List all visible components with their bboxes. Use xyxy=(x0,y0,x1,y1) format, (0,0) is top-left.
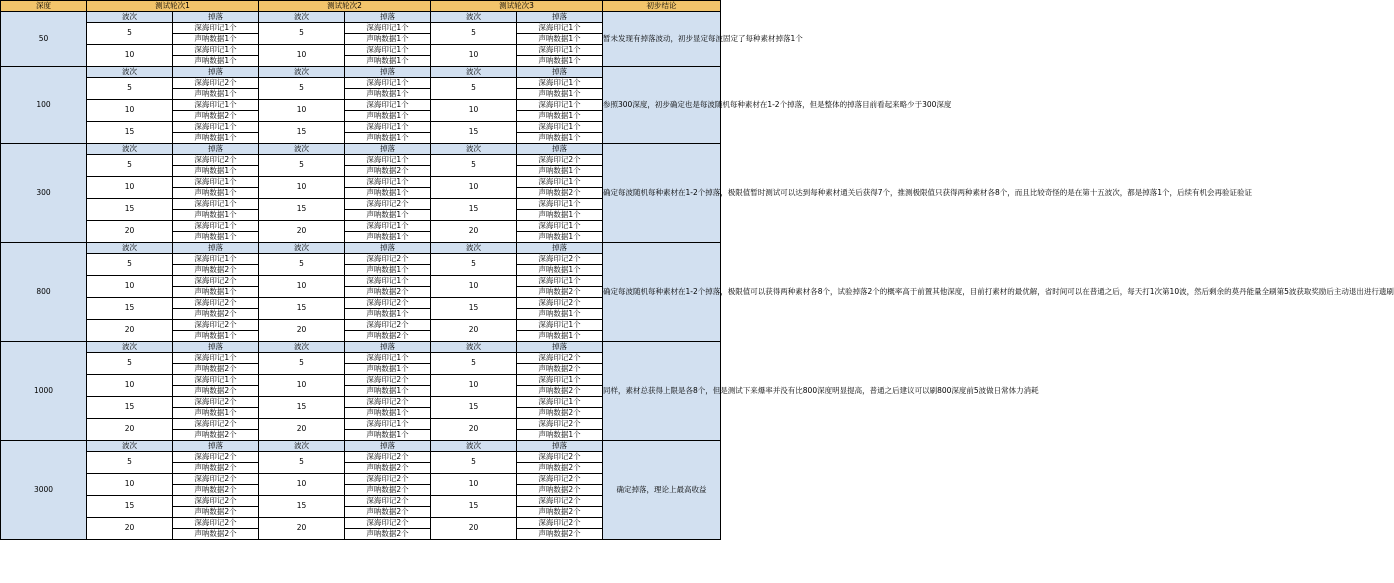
wave-cell[interactable]: 15 xyxy=(431,122,517,144)
drop-cell[interactable]: 声呐数据1个 xyxy=(173,408,259,419)
wave-cell[interactable]: 20 xyxy=(259,419,345,441)
drop-cell[interactable]: 深海印记2个 xyxy=(517,298,603,309)
wave-cell[interactable]: 15 xyxy=(259,397,345,419)
conclusion-cell[interactable]: 参照300深度，初步确定也是每波随机每种素材在1-2个掉落，但是整体的掉落目前看起来略少于300深度 xyxy=(603,67,721,144)
wave-cell[interactable]: 20 xyxy=(431,518,517,540)
drop-cell[interactable]: 深海印记1个 xyxy=(517,100,603,111)
sub-header-drop[interactable]: 掉落 xyxy=(345,67,431,78)
wave-cell[interactable]: 5 xyxy=(87,155,173,177)
drop-cell[interactable]: 深海印记2个 xyxy=(173,474,259,485)
wave-cell[interactable]: 10 xyxy=(87,177,173,199)
sub-header-drop[interactable]: 掉落 xyxy=(517,67,603,78)
drop-cell[interactable]: 声呐数据1个 xyxy=(517,232,603,243)
wave-cell[interactable]: 5 xyxy=(259,78,345,100)
sub-header-drop[interactable]: 掉落 xyxy=(517,12,603,23)
sub-header-drop[interactable]: 掉落 xyxy=(173,144,259,155)
wave-cell[interactable]: 5 xyxy=(431,155,517,177)
wave-cell[interactable]: 10 xyxy=(87,100,173,122)
drop-cell[interactable]: 深海印记2个 xyxy=(517,496,603,507)
drop-cell[interactable]: 声呐数据2个 xyxy=(517,287,603,298)
wave-cell[interactable]: 5 xyxy=(259,452,345,474)
sub-header-wave[interactable]: 波次 xyxy=(259,67,345,78)
drop-cell[interactable]: 深海印记2个 xyxy=(517,474,603,485)
sub-header-drop[interactable]: 掉落 xyxy=(173,243,259,254)
drop-cell[interactable]: 深海印记2个 xyxy=(173,276,259,287)
wave-cell[interactable]: 15 xyxy=(87,199,173,221)
conclusion-cell[interactable]: 确定每波随机每种素材在1-2个掉落，极限值暂时测试可以达到每种素材通关后获得7个，推测极限值只获得两种素材各8个，而且比较奇怪的是在第十五波次，都是掉落1个，后续有机会再验证验证 xyxy=(603,144,721,243)
depth-cell[interactable]: 800 xyxy=(1,243,87,342)
drop-cell[interactable]: 声呐数据2个 xyxy=(345,287,431,298)
sub-header-drop[interactable]: 掉落 xyxy=(173,342,259,353)
drop-cell[interactable]: 声呐数据1个 xyxy=(517,34,603,45)
drop-cell[interactable]: 声呐数据1个 xyxy=(173,210,259,221)
sub-header-row xyxy=(1,441,721,452)
drop-cell[interactable]: 深海印记1个 xyxy=(345,45,431,56)
drop-cell[interactable]: 声呐数据2个 xyxy=(173,309,259,320)
drop-cell[interactable]: 深海印记1个 xyxy=(345,78,431,89)
drop-cell[interactable]: 深海印记2个 xyxy=(345,518,431,529)
drop-cell[interactable]: 声呐数据1个 xyxy=(345,133,431,144)
wave-cell[interactable]: 15 xyxy=(87,496,173,518)
drop-cell[interactable]: 声呐数据2个 xyxy=(517,386,603,397)
wave-cell[interactable]: 15 xyxy=(431,199,517,221)
sub-header-drop[interactable]: 掉落 xyxy=(173,12,259,23)
drop-cell[interactable]: 声呐数据2个 xyxy=(173,529,259,540)
wave-cell[interactable]: 10 xyxy=(259,177,345,199)
wave-cell[interactable]: 5 xyxy=(259,353,345,375)
drop-cell[interactable]: 声呐数据1个 xyxy=(173,133,259,144)
drop-cell[interactable]: 深海印记1个 xyxy=(173,353,259,364)
wave-cell[interactable]: 20 xyxy=(259,320,345,342)
drop-cell[interactable]: 深海印记1个 xyxy=(345,276,431,287)
drop-cell[interactable]: 声呐数据1个 xyxy=(173,34,259,45)
drop-cell[interactable]: 声呐数据1个 xyxy=(345,386,431,397)
wave-cell[interactable]: 20 xyxy=(431,221,517,243)
sub-header-drop[interactable]: 掉落 xyxy=(517,342,603,353)
wave-cell[interactable]: 15 xyxy=(259,298,345,320)
drop-cell[interactable]: 深海印记2个 xyxy=(517,155,603,166)
drop-cell[interactable]: 声呐数据2个 xyxy=(517,364,603,375)
drop-cell[interactable]: 声呐数据1个 xyxy=(517,111,603,122)
header-test-round-1[interactable]: 测试轮次1 xyxy=(87,1,259,12)
drop-cell[interactable]: 声呐数据1个 xyxy=(173,232,259,243)
wave-cell[interactable]: 10 xyxy=(259,474,345,496)
drop-cell[interactable]: 声呐数据1个 xyxy=(173,188,259,199)
drop-cell[interactable]: 深海印记2个 xyxy=(345,452,431,463)
drop-cell[interactable]: 深海印记1个 xyxy=(345,221,431,232)
drop-cell[interactable]: 声呐数据2个 xyxy=(173,485,259,496)
depth-cell[interactable]: 50 xyxy=(1,12,87,67)
drop-cell[interactable]: 声呐数据1个 xyxy=(517,89,603,100)
wave-cell[interactable]: 20 xyxy=(87,518,173,540)
drop-cell[interactable]: 声呐数据1个 xyxy=(345,188,431,199)
drop-cell[interactable]: 声呐数据1个 xyxy=(517,430,603,441)
drop-cell[interactable]: 深海印记2个 xyxy=(173,155,259,166)
drop-cell[interactable]: 声呐数据2个 xyxy=(345,166,431,177)
sub-header-drop[interactable]: 掉落 xyxy=(173,67,259,78)
drop-cell[interactable]: 深海印记1个 xyxy=(173,375,259,386)
wave-cell[interactable]: 5 xyxy=(259,254,345,276)
drop-cell[interactable]: 声呐数据2个 xyxy=(173,430,259,441)
drop-cell[interactable]: 深海印记2个 xyxy=(517,518,603,529)
wave-cell[interactable]: 10 xyxy=(431,474,517,496)
sub-header-wave[interactable]: 波次 xyxy=(431,441,517,452)
drop-cell[interactable]: 声呐数据1个 xyxy=(345,265,431,276)
drop-cell[interactable]: 深海印记1个 xyxy=(173,100,259,111)
sub-header-wave[interactable]: 波次 xyxy=(431,67,517,78)
sub-header-wave[interactable]: 波次 xyxy=(259,243,345,254)
drop-cell[interactable]: 声呐数据1个 xyxy=(517,133,603,144)
drop-cell[interactable]: 声呐数据2个 xyxy=(517,485,603,496)
drop-cell[interactable]: 深海印记2个 xyxy=(345,298,431,309)
drop-cell[interactable]: 深海印记2个 xyxy=(173,298,259,309)
drop-cell[interactable]: 深海印记1个 xyxy=(173,254,259,265)
drop-cell[interactable]: 深海印记1个 xyxy=(345,177,431,188)
drop-cell[interactable]: 声呐数据1个 xyxy=(345,232,431,243)
conclusion-cell[interactable]: 同样，素材总获得上限是各8个，但是测试下来爆率并没有比800深度明显提高，普通之后建议可以刷800深度前5波做日常体力消耗 xyxy=(603,342,721,441)
drop-cell[interactable]: 声呐数据2个 xyxy=(517,188,603,199)
drop-cell[interactable]: 深海印记1个 xyxy=(345,122,431,133)
wave-cell[interactable]: 15 xyxy=(431,298,517,320)
sub-header-drop[interactable]: 掉落 xyxy=(345,144,431,155)
drop-cell[interactable]: 声呐数据1个 xyxy=(345,309,431,320)
depth-cell[interactable]: 1000 xyxy=(1,342,87,441)
header-test-round-2[interactable]: 测试轮次2 xyxy=(259,1,431,12)
drop-cell[interactable]: 声呐数据1个 xyxy=(517,166,603,177)
drop-cell[interactable]: 声呐数据2个 xyxy=(345,485,431,496)
sub-header-drop[interactable]: 掉落 xyxy=(345,12,431,23)
drop-cell[interactable]: 声呐数据1个 xyxy=(345,89,431,100)
drop-cell[interactable]: 声呐数据1个 xyxy=(345,34,431,45)
sub-header-wave[interactable]: 波次 xyxy=(259,12,345,23)
drop-cell[interactable]: 深海印记1个 xyxy=(517,320,603,331)
drop-cell[interactable]: 声呐数据1个 xyxy=(345,430,431,441)
wave-cell[interactable]: 10 xyxy=(259,45,345,67)
wave-cell[interactable]: 20 xyxy=(431,419,517,441)
drop-cell[interactable]: 深海印记2个 xyxy=(517,254,603,265)
wave-cell[interactable]: 5 xyxy=(431,78,517,100)
drop-cell[interactable]: 深海印记2个 xyxy=(517,452,603,463)
drop-cell[interactable]: 深海印记1个 xyxy=(517,122,603,133)
conclusion-cell[interactable]: 确定掉落，理论上最高收益 xyxy=(603,441,721,540)
sub-header-row xyxy=(1,67,721,78)
sub-header-row xyxy=(1,342,721,353)
drop-cell[interactable]: 声呐数据1个 xyxy=(517,331,603,342)
wave-cell[interactable]: 10 xyxy=(87,474,173,496)
sub-header-wave[interactable]: 波次 xyxy=(431,342,517,353)
drop-cell[interactable]: 深海印记1个 xyxy=(517,199,603,210)
drop-cell[interactable]: 深海印记2个 xyxy=(173,452,259,463)
wave-cell[interactable]: 15 xyxy=(259,496,345,518)
wave-cell[interactable]: 15 xyxy=(87,298,173,320)
wave-cell[interactable]: 10 xyxy=(431,276,517,298)
drop-cell[interactable]: 声呐数据2个 xyxy=(517,408,603,419)
drop-cell[interactable]: 深海印记1个 xyxy=(517,45,603,56)
depth-cell[interactable]: 300 xyxy=(1,144,87,243)
sub-header-wave[interactable]: 波次 xyxy=(259,441,345,452)
drop-cell[interactable]: 深海印记1个 xyxy=(517,397,603,408)
sub-header-drop[interactable]: 掉落 xyxy=(345,342,431,353)
drop-cell[interactable]: 深海印记1个 xyxy=(173,177,259,188)
wave-cell[interactable]: 5 xyxy=(87,254,173,276)
sub-header-wave[interactable]: 波次 xyxy=(87,342,173,353)
drop-cell[interactable]: 声呐数据1个 xyxy=(345,111,431,122)
wave-cell[interactable]: 10 xyxy=(431,177,517,199)
sub-header-drop[interactable]: 掉落 xyxy=(517,441,603,452)
drop-cell[interactable]: 深海印记2个 xyxy=(517,353,603,364)
sub-header-drop[interactable]: 掉落 xyxy=(517,144,603,155)
wave-cell[interactable]: 15 xyxy=(431,397,517,419)
drop-cell[interactable]: 深海印记1个 xyxy=(517,221,603,232)
drop-cell[interactable]: 深海印记1个 xyxy=(173,23,259,34)
sub-header-drop[interactable]: 掉落 xyxy=(517,243,603,254)
drop-cell[interactable]: 深海印记2个 xyxy=(173,496,259,507)
drop-cell[interactable]: 声呐数据1个 xyxy=(345,56,431,67)
drop-cell[interactable]: 深海印记2个 xyxy=(345,496,431,507)
conclusion-cell[interactable]: 暂未发现有掉落波动，初步显定每波固定了每种素材掉落1个 xyxy=(603,12,721,67)
sub-header-wave[interactable]: 波次 xyxy=(259,144,345,155)
sub-header-wave[interactable]: 波次 xyxy=(87,144,173,155)
sub-header-wave[interactable]: 波次 xyxy=(431,144,517,155)
header-depth[interactable]: 深度 xyxy=(1,1,87,12)
sub-header-row xyxy=(1,144,721,155)
drop-cell[interactable]: 声呐数据2个 xyxy=(517,507,603,518)
depth-cell[interactable]: 3000 xyxy=(1,441,87,540)
drop-cell[interactable]: 声呐数据1个 xyxy=(173,287,259,298)
drop-cell[interactable]: 深海印记1个 xyxy=(345,100,431,111)
drop-cell[interactable]: 声呐数据2个 xyxy=(345,463,431,474)
sub-header-drop[interactable]: 掉落 xyxy=(345,243,431,254)
drop-cell[interactable]: 深海印记1个 xyxy=(517,375,603,386)
header-row xyxy=(1,1,721,12)
wave-cell[interactable]: 20 xyxy=(259,518,345,540)
drop-cell[interactable]: 声呐数据2个 xyxy=(173,265,259,276)
sub-header-wave[interactable]: 波次 xyxy=(87,67,173,78)
drop-cell[interactable]: 深海印记1个 xyxy=(517,78,603,89)
drop-cell[interactable]: 声呐数据2个 xyxy=(173,364,259,375)
wave-cell[interactable]: 5 xyxy=(431,254,517,276)
drop-cell[interactable]: 声呐数据2个 xyxy=(345,507,431,518)
drop-cell[interactable]: 声呐数据1个 xyxy=(517,210,603,221)
drop-cell[interactable]: 声呐数据1个 xyxy=(173,166,259,177)
drop-cell[interactable]: 深海印记1个 xyxy=(173,122,259,133)
drop-cell[interactable]: 深海印记1个 xyxy=(345,23,431,34)
drop-cell[interactable]: 深海印记2个 xyxy=(345,320,431,331)
wave-cell[interactable]: 5 xyxy=(87,78,173,100)
drop-cell[interactable]: 深海印记1个 xyxy=(173,45,259,56)
drop-cell[interactable]: 深海印记1个 xyxy=(345,353,431,364)
wave-cell[interactable]: 20 xyxy=(87,320,173,342)
drop-cell[interactable]: 深海印记2个 xyxy=(173,397,259,408)
drop-cell[interactable]: 声呐数据2个 xyxy=(345,529,431,540)
wave-cell[interactable]: 5 xyxy=(87,353,173,375)
drop-cell[interactable]: 深海印记1个 xyxy=(173,221,259,232)
drop-cell[interactable]: 声呐数据1个 xyxy=(517,265,603,276)
conclusion-cell[interactable]: 确定每波随机每种素材在1-2个掉落，极限值可以获得两种素材各8个，试验掉落2个的概率高于前置其他深度，目前打素材的最优解，省时间可以在普通之后，每天打1次第10波，然后剩余的莫丹能量全刷第5波获取奖励后主动退出进行遗刷 xyxy=(603,243,721,342)
drop-cell[interactable]: 声呐数据1个 xyxy=(345,408,431,419)
wave-cell[interactable]: 15 xyxy=(87,397,173,419)
wave-cell[interactable]: 10 xyxy=(259,375,345,397)
wave-cell[interactable]: 10 xyxy=(431,375,517,397)
drop-cell[interactable]: 深海印记2个 xyxy=(173,518,259,529)
drop-cell[interactable]: 深海印记1个 xyxy=(517,23,603,34)
wave-cell[interactable]: 20 xyxy=(431,320,517,342)
wave-cell[interactable]: 10 xyxy=(431,45,517,67)
wave-cell[interactable]: 20 xyxy=(87,419,173,441)
sub-header-wave[interactable]: 波次 xyxy=(87,243,173,254)
wave-cell[interactable]: 5 xyxy=(259,155,345,177)
wave-cell[interactable]: 15 xyxy=(87,122,173,144)
drop-cell[interactable]: 声呐数据1个 xyxy=(517,309,603,320)
sub-header-drop[interactable]: 掉落 xyxy=(173,441,259,452)
sub-header-wave[interactable]: 波次 xyxy=(87,441,173,452)
wave-cell[interactable]: 10 xyxy=(87,45,173,67)
drop-cell[interactable]: 深海印记2个 xyxy=(345,375,431,386)
drop-cell[interactable]: 声呐数据1个 xyxy=(173,56,259,67)
drop-cell[interactable]: 深海印记1个 xyxy=(517,276,603,287)
wave-cell[interactable]: 15 xyxy=(431,496,517,518)
drop-cell[interactable]: 深海印记2个 xyxy=(517,419,603,430)
sub-header-wave[interactable]: 波次 xyxy=(259,342,345,353)
drop-cell[interactable]: 声呐数据2个 xyxy=(173,507,259,518)
drop-cell[interactable]: 声呐数据2个 xyxy=(173,386,259,397)
drop-cell[interactable]: 深海印记1个 xyxy=(517,177,603,188)
wave-cell[interactable]: 10 xyxy=(259,276,345,298)
drop-cell[interactable]: 声呐数据2个 xyxy=(173,463,259,474)
drop-cell[interactable]: 声呐数据1个 xyxy=(345,364,431,375)
wave-cell[interactable]: 5 xyxy=(87,23,173,45)
wave-cell[interactable]: 5 xyxy=(431,23,517,45)
sub-header-drop[interactable]: 掉落 xyxy=(345,441,431,452)
drop-cell[interactable]: 声呐数据2个 xyxy=(517,529,603,540)
drop-cell[interactable]: 深海印记2个 xyxy=(173,320,259,331)
wave-cell[interactable]: 5 xyxy=(431,353,517,375)
drop-cell[interactable]: 声呐数据2个 xyxy=(517,463,603,474)
sub-header-row xyxy=(1,12,721,23)
drop-cell[interactable]: 深海印记2个 xyxy=(345,474,431,485)
sub-header-wave[interactable]: 波次 xyxy=(431,243,517,254)
drop-cell[interactable]: 声呐数据2个 xyxy=(173,111,259,122)
wave-cell[interactable]: 20 xyxy=(259,221,345,243)
sub-header-row xyxy=(1,243,721,254)
wave-cell[interactable]: 5 xyxy=(87,452,173,474)
header-test-round-3[interactable]: 测试轮次3 xyxy=(431,1,603,12)
wave-cell[interactable]: 10 xyxy=(259,100,345,122)
drop-cell[interactable]: 深海印记2个 xyxy=(345,254,431,265)
drop-cell[interactable]: 声呐数据1个 xyxy=(173,89,259,100)
sub-header-wave[interactable]: 波次 xyxy=(87,12,173,23)
drop-cell[interactable]: 声呐数据2个 xyxy=(345,331,431,342)
depth-cell[interactable]: 100 xyxy=(1,67,87,144)
wave-cell[interactable]: 15 xyxy=(259,122,345,144)
wave-cell[interactable]: 5 xyxy=(431,452,517,474)
drop-cell[interactable]: 深海印记1个 xyxy=(345,155,431,166)
drop-cell[interactable]: 深海印记1个 xyxy=(345,419,431,430)
drop-cell[interactable]: 深海印记2个 xyxy=(173,419,259,430)
drop-cell[interactable]: 声呐数据1个 xyxy=(173,331,259,342)
wave-cell[interactable]: 10 xyxy=(87,375,173,397)
sub-header-wave[interactable]: 波次 xyxy=(431,12,517,23)
wave-cell[interactable]: 20 xyxy=(87,221,173,243)
drop-cell[interactable]: 声呐数据1个 xyxy=(517,56,603,67)
wave-cell[interactable]: 15 xyxy=(259,199,345,221)
drop-cell[interactable]: 深海印记2个 xyxy=(345,397,431,408)
drop-cell[interactable]: 深海印记2个 xyxy=(173,78,259,89)
wave-cell[interactable]: 10 xyxy=(431,100,517,122)
drop-cell[interactable]: 深海印记2个 xyxy=(345,199,431,210)
wave-cell[interactable]: 5 xyxy=(259,23,345,45)
drop-cell[interactable]: 声呐数据1个 xyxy=(345,210,431,221)
drop-cell[interactable]: 深海印记1个 xyxy=(173,199,259,210)
header-conclusion[interactable]: 初步结论 xyxy=(603,1,721,12)
wave-cell[interactable]: 10 xyxy=(87,276,173,298)
